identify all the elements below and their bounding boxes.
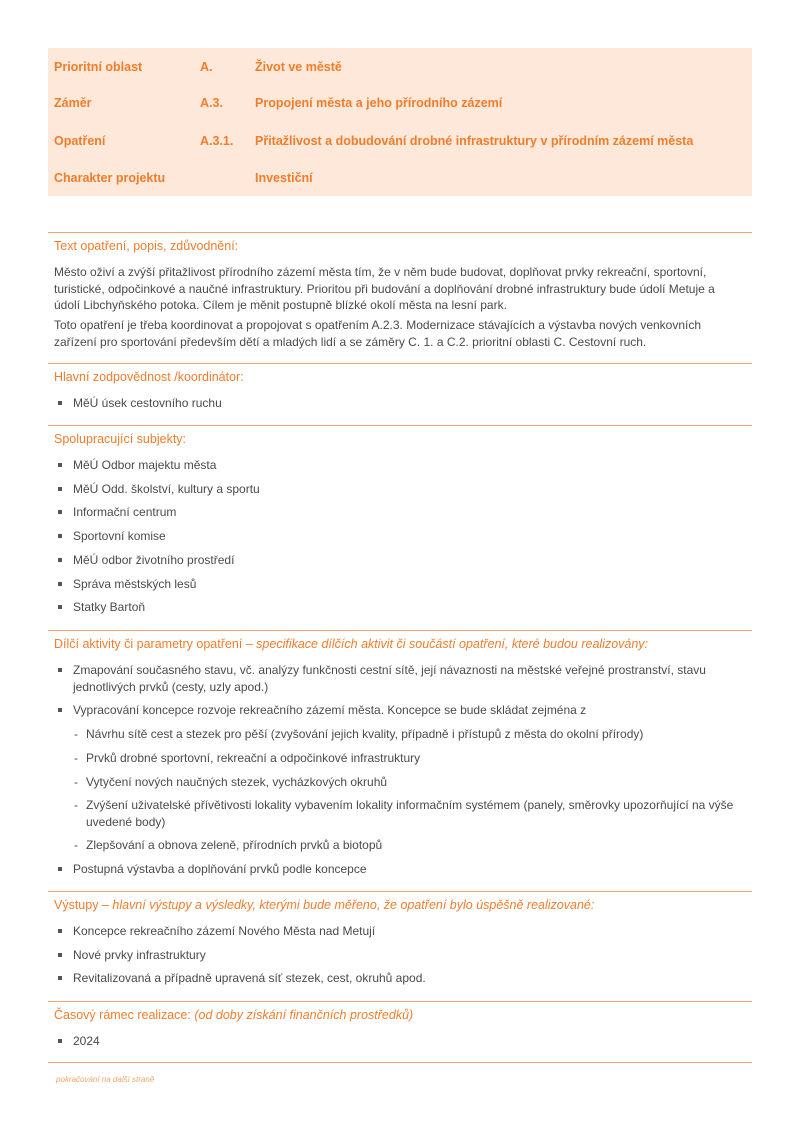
- section-title: [54, 637, 648, 651]
- list-item: Postupná výstavba a doplňování prvků podle koncepce: [54, 861, 744, 878]
- list-item: Zmapování současného stavu, vč. analýzy funkčnosti cestní sítě, její návaznosti na městské veřejné prostranství, stavu jednotlivých prvků (cesty, uzly apod.): [54, 662, 744, 695]
- list-item: Koncepce rekreačního zázemí Nového Města nad Metují: [54, 923, 744, 940]
- header-label: Prioritní oblast: [54, 60, 143, 74]
- list-item: Vypracování koncepce rozvoje rekreačního zázemí města. Koncepce se bude skládat zejména z: [54, 702, 744, 719]
- section-title-note: (od doby získání finančních prostředků): [194, 1008, 414, 1022]
- paragraph: Toto opatření je třeba koordinovat a propojovat s opatřením A.2.3. Modernizace stávajících a výstavba nových venkovních zařízení pro sportování především dětí a mladých lidí a se záměry C. 1. a C.2. prioritní oblasti C. Cestovní ruch.: [54, 318, 702, 349]
- section-activities: [48, 630, 752, 891]
- section-title: Hlavní zodpovědnost /koordinátor:: [54, 370, 244, 384]
- sub-list-item: - Vytyčení nových naučných stezek, vycházkových okruhů: [74, 774, 744, 791]
- header-label: Záměr: [54, 96, 92, 110]
- paragraph: Město oživí a zvýší přitažlivost přírodního zázemí města tím, že v něm bude budovat, doplňovat prvky rekreační, sportovní, turistické, odpočinkové a naučné infrastruktury. Prioritou při budování a doplňování drobné infrastruktury bude údolí Metuje a údolí Libchyňského potoka. Cílem je měnit postupně blízké okolí města na lesní park.: [54, 265, 715, 312]
- section-title-note: – hlavní výstupy a výsledky, kterými bude měřeno, že opatření bylo úspěšně realizované:: [98, 898, 595, 912]
- section-title-note: – specifikace dílčích aktivit či součástí opatření, které budou realizovány:: [242, 637, 649, 651]
- sub-list-item: - Zvýšení uživatelské přívětivosti lokality vybavením lokality informačním systémem (panely, směrovky upozorňující na výše uvedené body): [74, 797, 744, 830]
- header-label: Opatření: [54, 134, 106, 148]
- list-item: 2024: [54, 1033, 744, 1050]
- header-code: A.3.1.: [200, 134, 234, 148]
- section-outputs: [48, 891, 752, 1001]
- list-item: MěÚ Odd. školství, kultury a sportu: [54, 481, 744, 498]
- header-code: A.3.: [200, 96, 223, 110]
- sub-list-item: - Zlepšování a obnova zeleně, přírodních prvků a biotopů: [74, 837, 744, 854]
- header-label: Charakter projektu: [54, 171, 166, 185]
- section-text: [48, 232, 752, 363]
- section-title-main: Časový rámec realizace:: [54, 1008, 195, 1022]
- header-value: Propojení města a jeho přírodního zázemí: [255, 96, 503, 110]
- section-timeframe: [48, 1001, 752, 1062]
- bottom-rule: [48, 1062, 752, 1063]
- list-item: MěÚ úsek cestovního ruchu: [54, 395, 744, 412]
- list-item: Informační centrum: [54, 504, 744, 521]
- section-title: [54, 1008, 413, 1022]
- header-value: Investiční: [255, 171, 313, 185]
- sub-list-item: - Prvků drobné sportovní, rekreační a odpočinkové infrastruktury: [74, 750, 744, 767]
- list-item: MěÚ odbor životního prostředí: [54, 552, 744, 569]
- list-item: MěÚ Odbor majektu města: [54, 457, 744, 474]
- section-title: Spolupracující subjekty:: [54, 432, 187, 446]
- section-cooperation: [48, 425, 752, 630]
- list-item: Statky Bartoň: [54, 599, 744, 616]
- section-title: Text opatření, popis, zdůvodnění:: [54, 239, 239, 253]
- section-title-main: Dílčí aktivity či parametry opatření: [54, 637, 243, 651]
- sub-list-item: - Návrhu sítě cest a stezek pro pěší (zvyšování jejich kvality, případně i přístupů z města do okolní přírody): [74, 726, 744, 743]
- header-value: Život ve městě: [255, 60, 342, 74]
- header-value: Přitažlivost a dobudování drobné infrastruktury v přírodním zázemí města: [255, 134, 694, 148]
- continuation-note: pokračování na další straně: [56, 1075, 155, 1084]
- section-title-main: Výstupy: [54, 898, 99, 912]
- list-item: Sportovní komise: [54, 528, 744, 545]
- project-header-box: [48, 48, 752, 196]
- list-item: Nové prvky infrastruktury: [54, 947, 744, 964]
- section-title: [54, 898, 594, 912]
- section-responsibility: [48, 363, 752, 425]
- header-code: A.: [200, 60, 213, 74]
- list-item: Správa městských lesů: [54, 576, 744, 593]
- list-item: Revitalizovaná a případně upravená síť stezek, cest, okruhů apod.: [54, 970, 744, 987]
